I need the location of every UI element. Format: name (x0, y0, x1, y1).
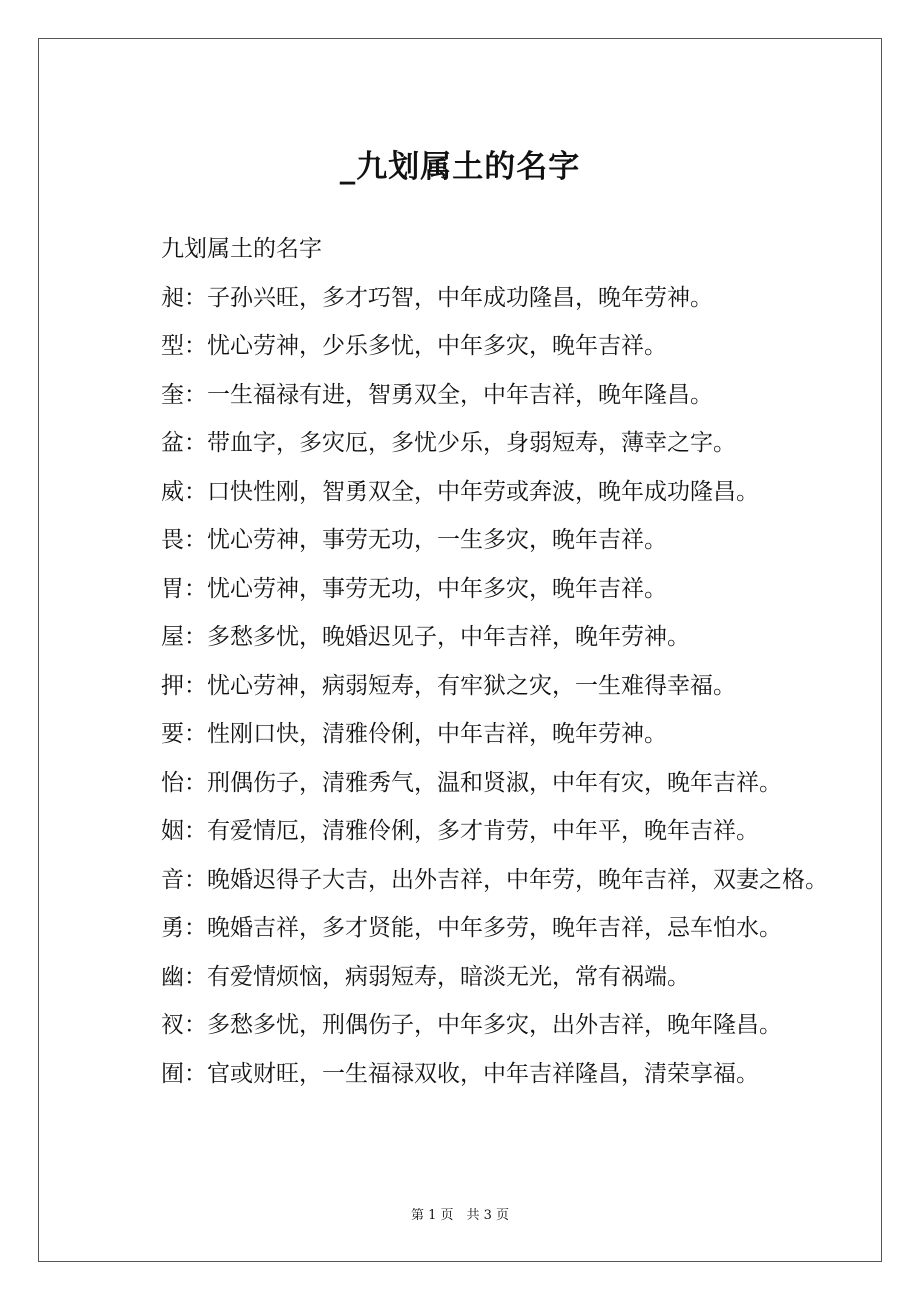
paragraph: 押：忧心劳神，病弱短寿，有牢狱之灾，一生难得幸福。 (161, 672, 736, 699)
document-title: _九划属土的名字 (339, 149, 581, 185)
paragraph: 昶：子孙兴旺，多才巧智，中年成功隆昌，晚年劳神。 (161, 284, 713, 311)
paragraph: 要：性刚口快，清雅伶俐，中年吉祥，晚年劳神。 (161, 721, 667, 747)
paragraph: 怡：刑偶伤子，清雅秀气，温和贤淑，中年有灾，晚年吉祥。 (161, 769, 782, 796)
paragraph: 九划属土的名字 (161, 236, 322, 262)
paragraph: 胃：忧心劳神，事劳无功，中年多灾，晚年吉祥。 (161, 575, 667, 602)
paragraph: 畏：忧心劳神，事劳无功，一生多灾，晚年吉祥。 (161, 527, 667, 553)
page-footer: 第 1 页 共 3 页 (410, 1208, 510, 1223)
paragraph: 勇：晚婚吉祥，多才贤能，中年多劳，晚年吉祥，忌车怕水。 (161, 915, 782, 941)
paragraph: 衩：多愁多忧，刑偶伤子，中年多灾，出外吉祥，晚年隆昌。 (161, 1012, 782, 1038)
paragraph: 音：晚婚迟得子大吉，出外吉祥，中年劳，晚年吉祥，双妻之格。 (161, 866, 828, 893)
paragraph: 屋：多愁多忧，晚婚迟见子，中年吉祥，晚年劳神。 (161, 624, 690, 650)
paragraph: 威：口快性刚，智勇双全，中年劳或奔波，晚年成功隆昌。 (161, 478, 759, 505)
paragraph: 囿：官或财旺，一生福禄双收，中年吉祥隆昌，清荣享福。 (161, 1060, 759, 1087)
paragraph: 盆：带血字，多灾厄，多忧少乐，身弱短寿，薄幸之字。 (161, 430, 736, 456)
paragraph: 姻：有爱情厄，清雅伶俐，多才肯劳，中年平，晚年吉祥。 (161, 818, 759, 844)
paragraph: 奎：一生福禄有进，智勇双全，中年吉祥，晚年隆昌。 (161, 381, 713, 408)
paragraph: 幽：有爱情烦恼，病弱短寿，暗淡无光，常有祸端。 (161, 963, 690, 990)
document-body (113, 225, 833, 1098)
paragraph: 型：忧心劳神，少乐多忧，中年多灾，晚年吉祥。 (161, 333, 667, 359)
